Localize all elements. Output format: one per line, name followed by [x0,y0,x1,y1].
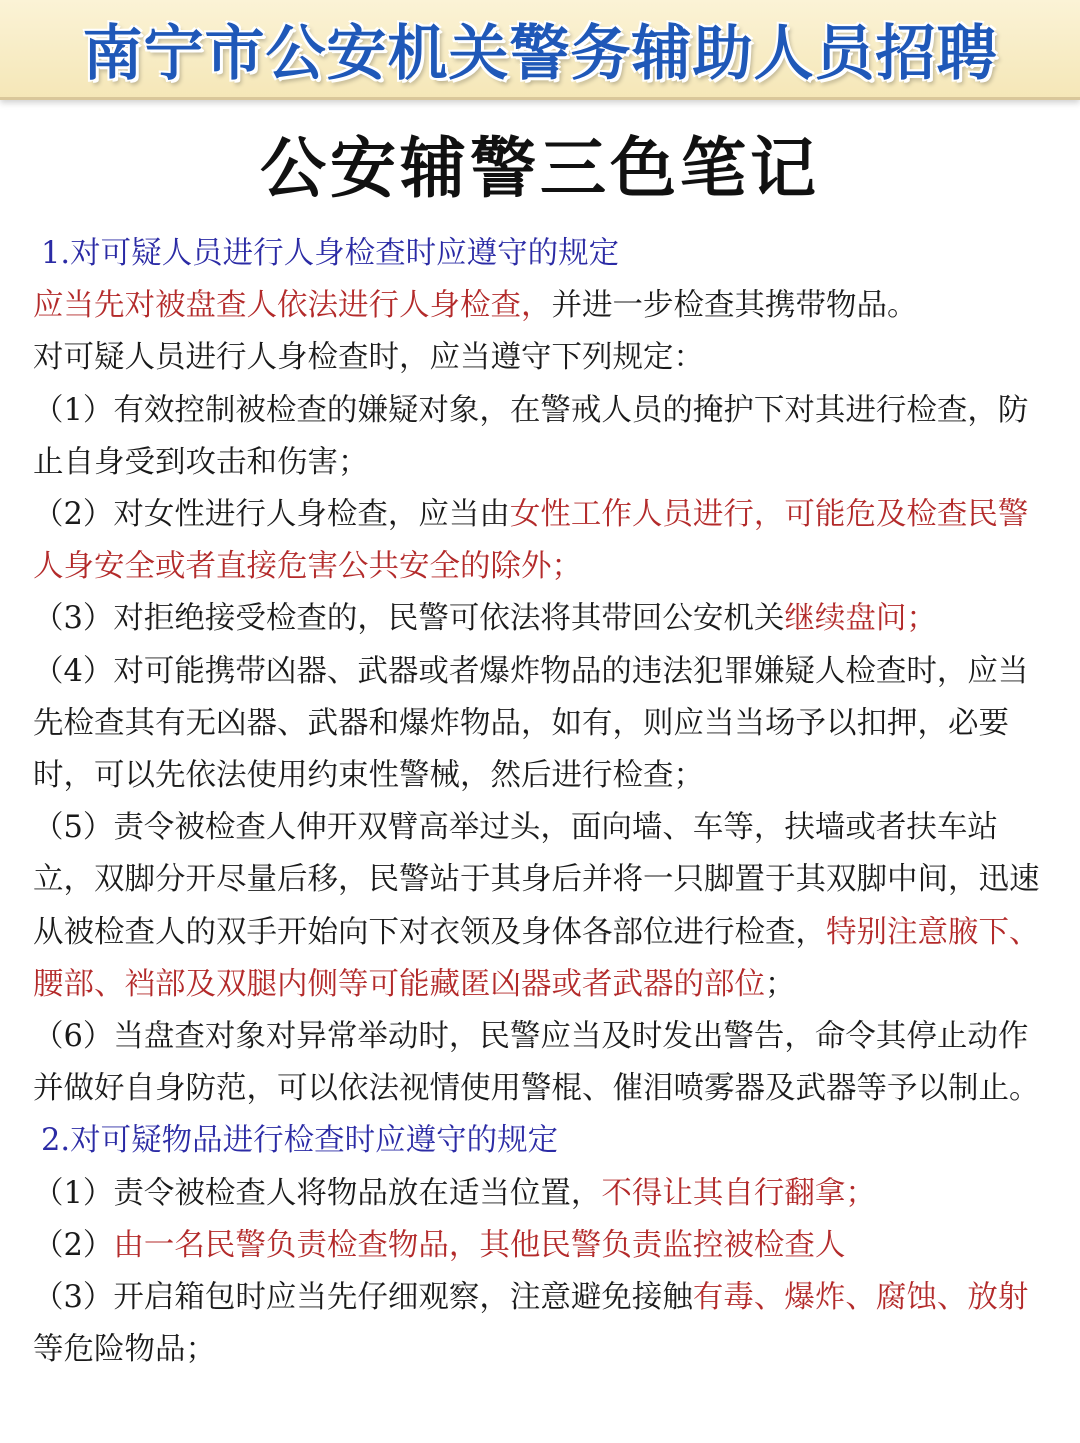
highlight-text: 应当先对被盘查人依法进行人身检查， [33,288,552,324]
banner-title: 南宁市公安机关警务辅助人员招聘 [82,18,998,89]
highlight-text: 不得让其自行翻拿； [601,1175,876,1211]
section-2-heading: 2.对可疑物品进行检查时应遵守的规定 [41,1123,559,1159]
section-1-heading: 1.对可疑人员进行人身检查时应遵守的规定 [41,236,620,271]
highlight-text: 有毒、爆炸、腐蚀、放射 [692,1280,1029,1316]
page-title: 公安辅警三色笔记 [260,129,820,207]
section-1-item-2 [33,489,1047,593]
body-text: 等危险物品； [33,1332,216,1368]
highlight-text: 女性工作人员进行，可能危及检查民警人身安全或者直接危害公共安全的除外； [33,497,1029,585]
section-1-item-1: （1）有效控制被检查的嫌疑对象，在警戒人员的掩护下对其进行检查，防止自身受到攻击和伤害； [33,392,1029,480]
section-2-item-1 [33,1168,1047,1220]
section-2-item-2 [33,1220,1047,1272]
body-text: （2） [33,1227,114,1263]
section-1-item-4: （4）对可能携带凶器、武器或者爆炸物品的违法犯罪嫌疑人检查时，应当先检查其有无凶器、武器和爆炸物品，如有，则应当当场予以扣押，必要时，可以先依法使用约束性警械，然后进行检查； [33,653,1029,794]
highlight-text: 由一名民警负责检查物品，其他民警负责监控被检查人 [113,1227,846,1263]
section-1-intro [33,280,1047,332]
highlight-text: 特别注意腋下、腰部、裆部及双腿内侧等可能藏匿凶器或者武器的部位 [33,914,1040,1002]
body-text: ； [765,966,796,1002]
body-text: （3）对拒绝接受检查的，民警可依法将其带回公安机关 [33,601,785,637]
section-1-item-6: （6）当盘查对象对异常举动时，民警应当及时发出警告，命令其停止动作并做好自身防范，可以依法视情使用警棍、催泪喷雾器及武器等予以制止。 [33,1019,1040,1107]
highlight-text: 继续盘问； [784,601,937,637]
body-text: （3）开启箱包时应当先仔细观察，注意避免接触 [33,1280,693,1316]
section-1-item-3 [33,593,1047,645]
section-2-item-3 [33,1272,1047,1376]
body-text: 并进一步检查其携带物品。 [551,288,918,324]
section-1-item-5 [33,802,1047,1011]
header-banner [0,0,1080,100]
notes-body [0,228,1080,1376]
body-text: （1）责令被检查人将物品放在适当位置， [33,1175,602,1211]
body-text: （5）责令被检查人伸开双臂高举过头，面向墙、车等，扶墙或者扶车站立，双脚分开尽量后移，民警站于其身后并将一只脚置于其双脚中间，迅速从被检查人的双手开始向下对衣领及身体各部位进行检查， [33,810,1040,950]
body-text: （2）对女性进行人身检查，应当由 [33,497,510,533]
section-1-rule-intro: 对可疑人员进行人身检查时，应当遵守下列规定： [33,340,704,376]
